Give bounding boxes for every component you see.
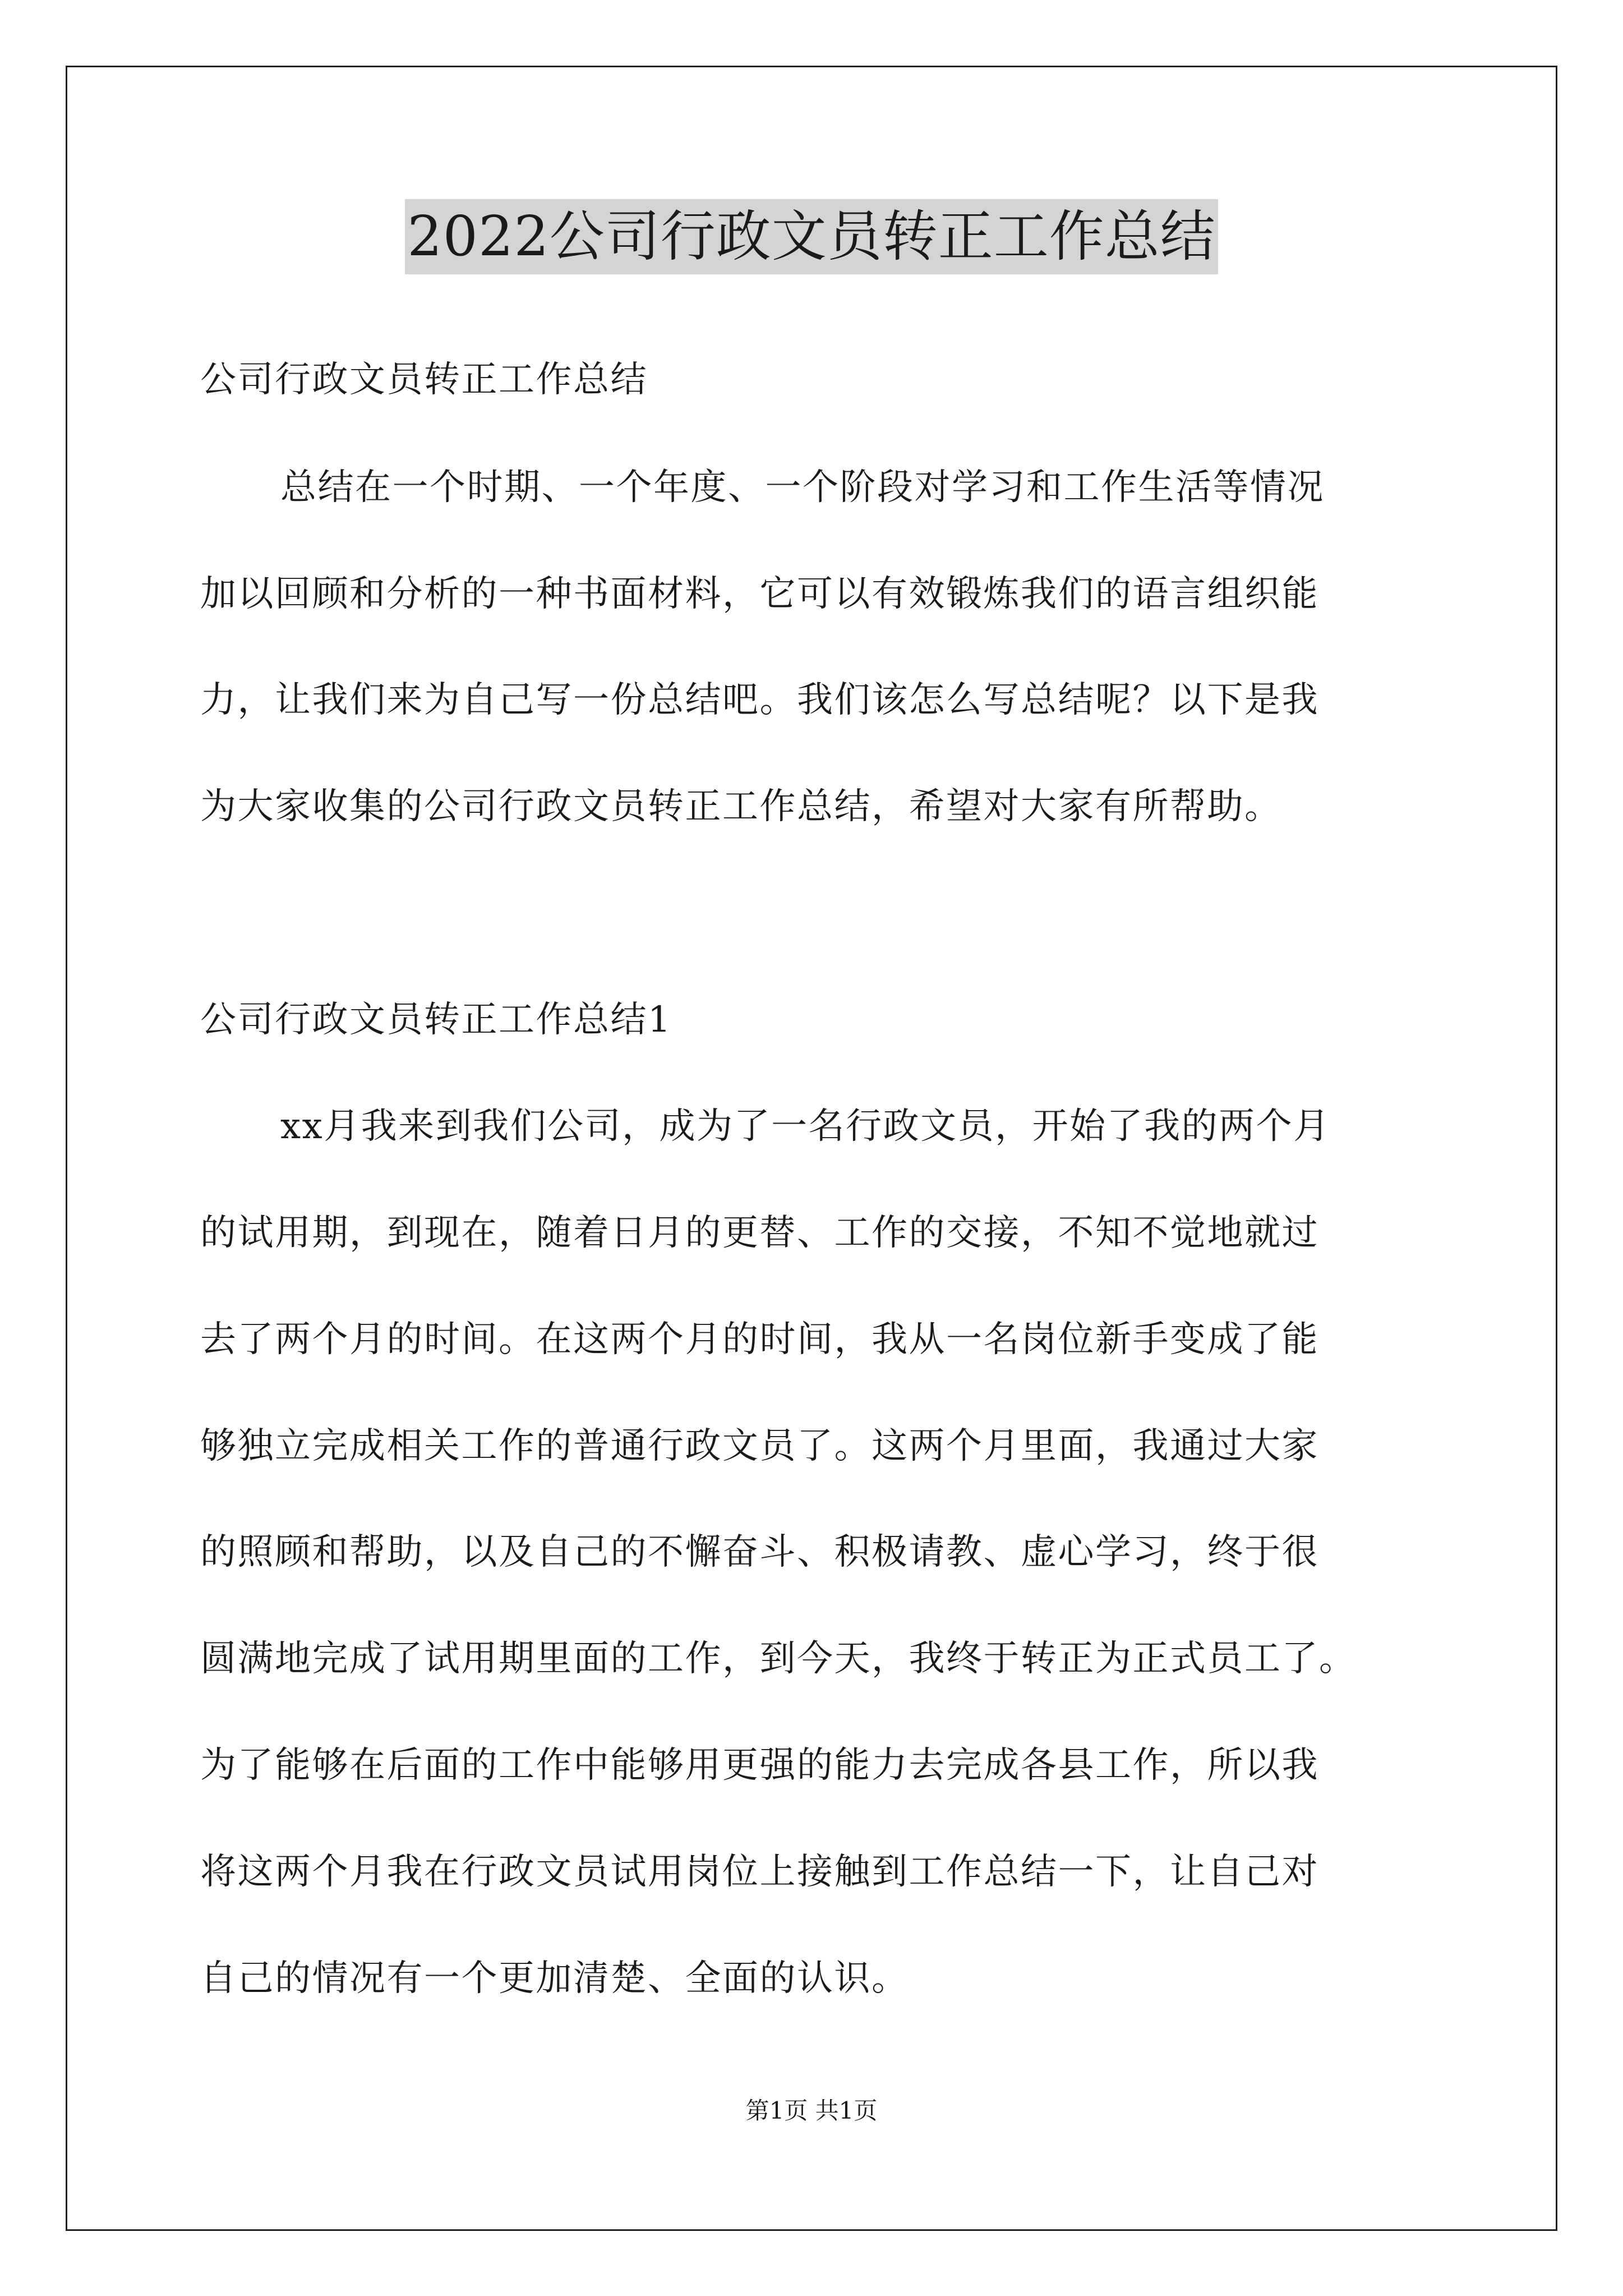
section-line: 够独立完成相关工作的普通行政文员了。这两个月里面，我通过大家 bbox=[200, 1425, 1319, 1467]
section-line: 为了能够在后面的工作中能够用更强的能力去完成各县工作，所以我 bbox=[200, 1745, 1319, 1786]
section-line: 的照顾和帮助，以及自己的不懈奋斗、积极请教、虚心学习，终于很 bbox=[200, 1531, 1319, 1573]
intro-line: 总结在一个时期、一个年度、一个阶段对学习和工作生活等情况 bbox=[280, 467, 1325, 508]
intro-line: 力，让我们来为自己写一份总结吧。我们该怎么写总结呢？以下是我 bbox=[200, 679, 1319, 721]
section-line: 自己的情况有一个更加清楚、全面的认识。 bbox=[200, 1958, 909, 1999]
section-line: 的试用期，到现在，随着日月的更替、工作的交接，不知不觉地就过 bbox=[200, 1212, 1319, 1254]
page-number-footer: 第1页 共1页 bbox=[745, 2097, 878, 2124]
intro-line: 为大家收集的公司行政文员转正工作总结，希望对大家有所帮助。 bbox=[200, 786, 1282, 827]
section-line: 将这两个月我在行政文员试用岗位上接触到工作总结一下，让自己对 bbox=[200, 1851, 1319, 1893]
document-subtitle: 公司行政文员转正工作总结 bbox=[200, 359, 648, 401]
title-container bbox=[0, 199, 1623, 274]
section-line: xx月我来到我们公司，成为了一名行政文员，开始了我的两个月 bbox=[280, 1106, 1331, 1147]
section-heading: 公司行政文员转正工作总结1 bbox=[200, 999, 672, 1041]
section-line: 去了两个月的时间。在这两个月的时间，我从一名岗位新手变成了能 bbox=[200, 1319, 1319, 1360]
document-title: 2022公司行政文员转正工作总结 bbox=[405, 199, 1218, 274]
intro-line: 加以回顾和分析的一种书面材料，它可以有效锻炼我们的语言组织能 bbox=[200, 573, 1319, 615]
section-line: 圆满地完成了试用期里面的工作，到今天，我终于转正为正式员工了。 bbox=[200, 1638, 1357, 1680]
